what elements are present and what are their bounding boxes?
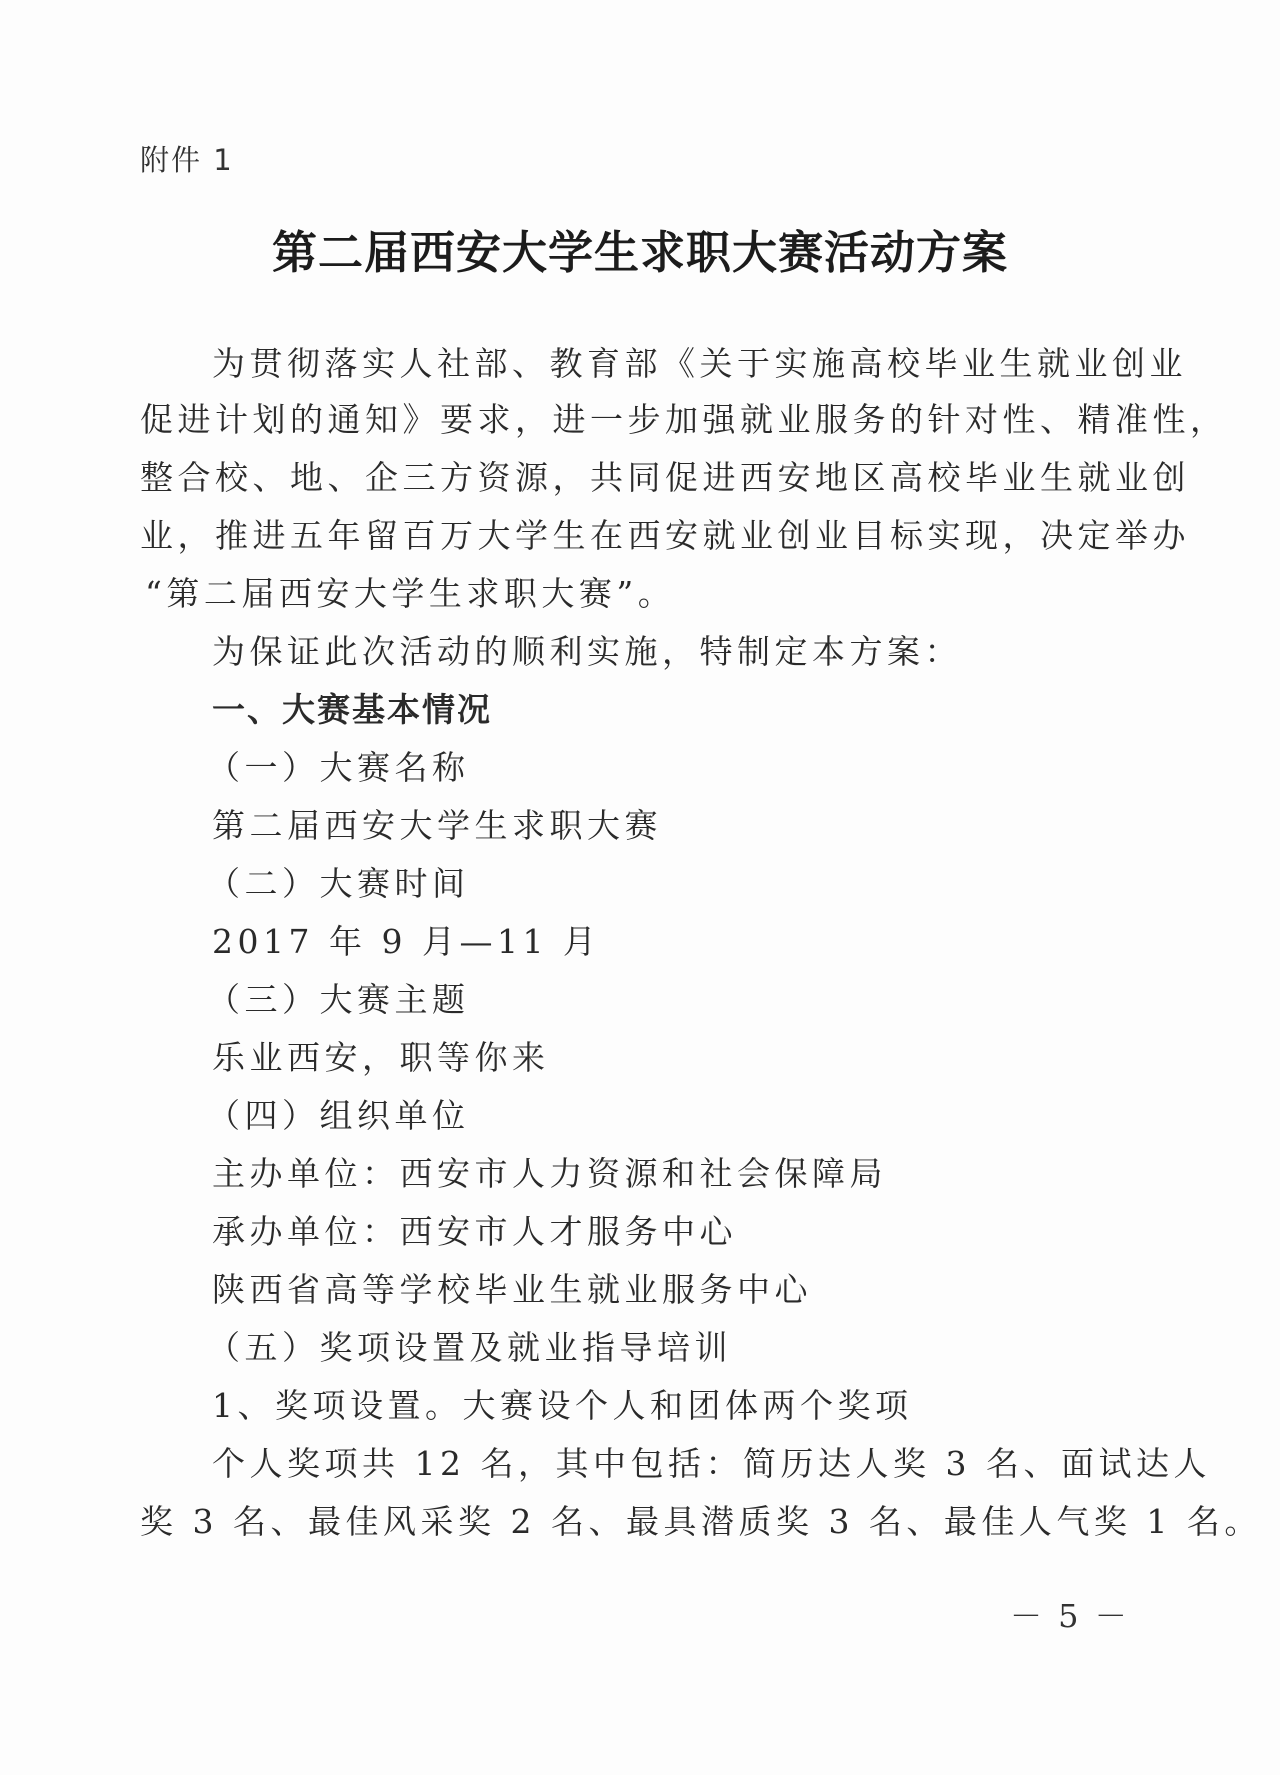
page-number: － 5 － xyxy=(1010,1597,1130,1635)
subsection-heading: （一）大赛名称 xyxy=(207,748,470,787)
subsection-heading: （二）大赛时间 xyxy=(207,864,470,903)
paragraph-line: 个人奖项共 12 名，其中包括：简历达人奖 3 名、面试达人 xyxy=(212,1444,1211,1483)
paragraph-line: 乐业西安，职等你来 xyxy=(212,1038,550,1077)
paragraph-line: 承办单位：西安市人才服务中心 xyxy=(212,1212,737,1251)
subsection-heading: （三）大赛主题 xyxy=(207,980,470,1019)
paragraph-line: 促进计划的通知》要求，进一步加强就业服务的针对性、精准性， xyxy=(140,400,1228,439)
paragraph-line: 陕西省高等学校毕业生就业服务中心 xyxy=(212,1270,812,1309)
paragraph-line: “第二届西安大学生求职大赛”。 xyxy=(145,574,676,613)
paragraph-line: 奖 3 名、最佳风采奖 2 名、最具潜质奖 3 名、最佳人气奖 1 名。 xyxy=(140,1502,1262,1541)
paragraph-line: 为贯彻落实人社部、教育部《关于实施高校毕业生就业创业 xyxy=(212,344,1187,383)
paragraph-line: 主办单位：西安市人力资源和社会保障局 xyxy=(212,1154,887,1193)
paragraph-line: 业，推进五年留百万大学生在西安就业创业目标实现，决定举办 xyxy=(140,516,1190,555)
paragraph-line: 第二届西安大学生求职大赛 xyxy=(212,806,662,845)
subsection-heading: （四）组织单位 xyxy=(207,1096,470,1135)
paragraph-line: 整合校、地、企三方资源，共同促进西安地区高校毕业生就业创 xyxy=(140,458,1190,497)
section-heading: 一、大赛基本情况 xyxy=(212,690,492,729)
paragraph-line: 2017 年 9 月—11 月 xyxy=(212,922,601,961)
document-title: 第二届西安大学生求职大赛活动方案 xyxy=(271,226,1008,279)
attachment-label: 附件 1 xyxy=(140,143,234,177)
subsection-heading: （五）奖项设置及就业指导培训 xyxy=(207,1328,732,1367)
paragraph-line: 1、奖项设置。大赛设个人和团体两个奖项 xyxy=(212,1386,913,1425)
paragraph-line: 为保证此次活动的顺利实施，特制定本方案： xyxy=(212,632,962,671)
